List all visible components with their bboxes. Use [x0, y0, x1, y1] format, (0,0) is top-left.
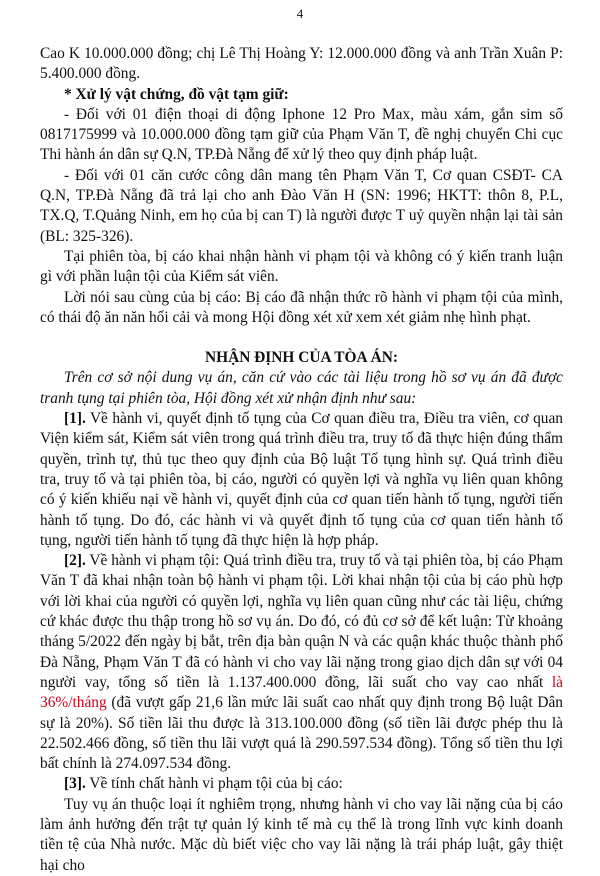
finding-1-label: [1]. — [64, 410, 86, 428]
paragraph-last-words: Lời nói sau cùng của bị cáo: Bị cáo đã nhận thức rõ hành vi phạm tội của mình, có thái độ ăn năn hối cải và mong Hội đồng xét xử xem xét giảm nhẹ hình phạt. — [40, 288, 563, 326]
finding-3-label: [3]. — [64, 775, 86, 793]
finding-2-text-a: Về hành vi phạm tội: Quá trình điều tra, truy tố và tại phiên tòa, bị cáo Phạm Văn T đã khai nhận toàn bộ hành vi phạm tội. Lời khai nhận tội của bị cáo phù hợp với lời khai của người có quyền lợi, nghĩa vụ liên quan cũng như các tài liệu, chứng cứ khác được thu thập trong hồ sơ vụ án. Do đó, có đủ cơ sở để kết luận: Từ khoảng tháng 5/2022 đến ngày bị bắt, trên địa bàn quận N và các quận khác thuộc thành phố Đà Nẵng, Phạm Văn T đã có hành vi cho vay lãi nặng trong giao dịch dân sự với 04 người vay, tổng số tiền là 1.137.400.000 đồng, lãi suất cho vay cao nhất — [40, 552, 563, 691]
evidence-item-id-card: - Đối với 01 căn cước công dân mang tên Phạm Văn T, Cơ quan CSĐT- CA Q.N, TP.Đà Nẵng đã trả lại cho anh Đào Văn H (SN: 1996; HKTT: thôn 8, P.L, TX.Q, T.Quảng Ninh, em họ của bị can T) là người được T uỷ quyền nhận lại tài sản (BL: 325-326). — [40, 166, 563, 245]
paragraph-victims-amounts: Cao K 10.000.000 đồng; chị Lê Thị Hoàng Y: 12.000.000 đồng và anh Trần Xuân P: 5.400.000 đồng. — [40, 45, 563, 83]
finding-3 — [40, 774, 563, 794]
finding-2-text-b: (đã vượt gấp 21,6 lần mức lãi suất cao nhất quy định trong Bộ luật Dân sự là 20%). Số tiền lãi thu được là 313.100.000 đồng (số tiền lãi được phép thu là 22.502.466 đồng, số tiền thu lãi vượt quá là 290.597.534 đồng). Tổng số tiền thu lợi bất chính là 274.097.534 đồng. — [40, 694, 563, 773]
page-number: 4 — [296, 6, 304, 21]
finding-1 — [40, 409, 563, 551]
court-findings-intro: Trên cơ sở nội dung vụ án, căn cứ vào các tài liệu trong hồ sơ vụ án đã được tranh tụng tại phiên tòa, Hội đồng xét xử nhận định như sau: — [40, 369, 563, 407]
evidence-item-phone: - Đối với 01 điện thoại di động Iphone 12 Pro Max, màu xám, gắn sim số 0817175999 và 10.000.000 đồng tạm giữ của Phạm Văn T, đề nghị chuyển Chi cục Thi hành án dân sự Q.N, TP.Đà Nẵng để xử lý theo quy định pháp luật. — [40, 105, 563, 164]
finding-2-label: [2]. — [64, 552, 86, 570]
document-body — [40, 44, 563, 876]
section-gap — [40, 328, 563, 348]
paragraph-severity: Tuy vụ án thuộc loại ít nghiêm trọng, nhưng hành vi cho vay lãi nặng của bị cáo làm ảnh hưởng đến trật tự quản lý kinh tế mà cụ thể là trong lĩnh vực kinh doanh tiền tệ của Nhà nước. Mặc dù biết việc cho vay lãi nặng là trái pháp luật, gây thiệt hại cho — [40, 795, 563, 874]
finding-2-highlight: là 36%/tháng — [40, 673, 563, 712]
evidence-heading: * Xử lý vật chứng, đồ vật tạm giữ: — [64, 85, 289, 103]
court-findings-heading: NHẬN ĐỊNH CỦA TÒA ÁN: — [205, 349, 398, 367]
finding-1-text: Về hành vi, quyết định tố tụng của Cơ quan điều tra, Điều tra viên, cơ quan Viện kiểm sát, Kiểm sát viên trong quá trình điều tra, truy tố đã thực hiện đúng thẩm quyền, trình tự, thủ tục theo quy định của Bộ luật Tố tụng hình sự. Quá trình điều tra, truy tố và tại phiên tòa, bị cáo, người có quyền lợi và nghĩa vụ liên quan không có ý kiến khiếu nại về hành vi, quyết định của cơ quan tiến hành tố tụng, người tiến hành tố tụng. Do đó, các hành vi và quyết định tố tụng của cơ quan tiến hành tố tụng, người tiến hành tố tụng đã thực hiện là hợp pháp. — [40, 410, 563, 549]
finding-2 — [40, 551, 563, 774]
paragraph-trial: Tại phiên tòa, bị cáo khai nhận hành vi phạm tội và không có ý kiến tranh luận gì với phần luận tội của Kiểm sát viên. — [40, 247, 563, 286]
finding-3-text: Về tính chất hành vi phạm tội của bị cáo: — [85, 775, 343, 793]
